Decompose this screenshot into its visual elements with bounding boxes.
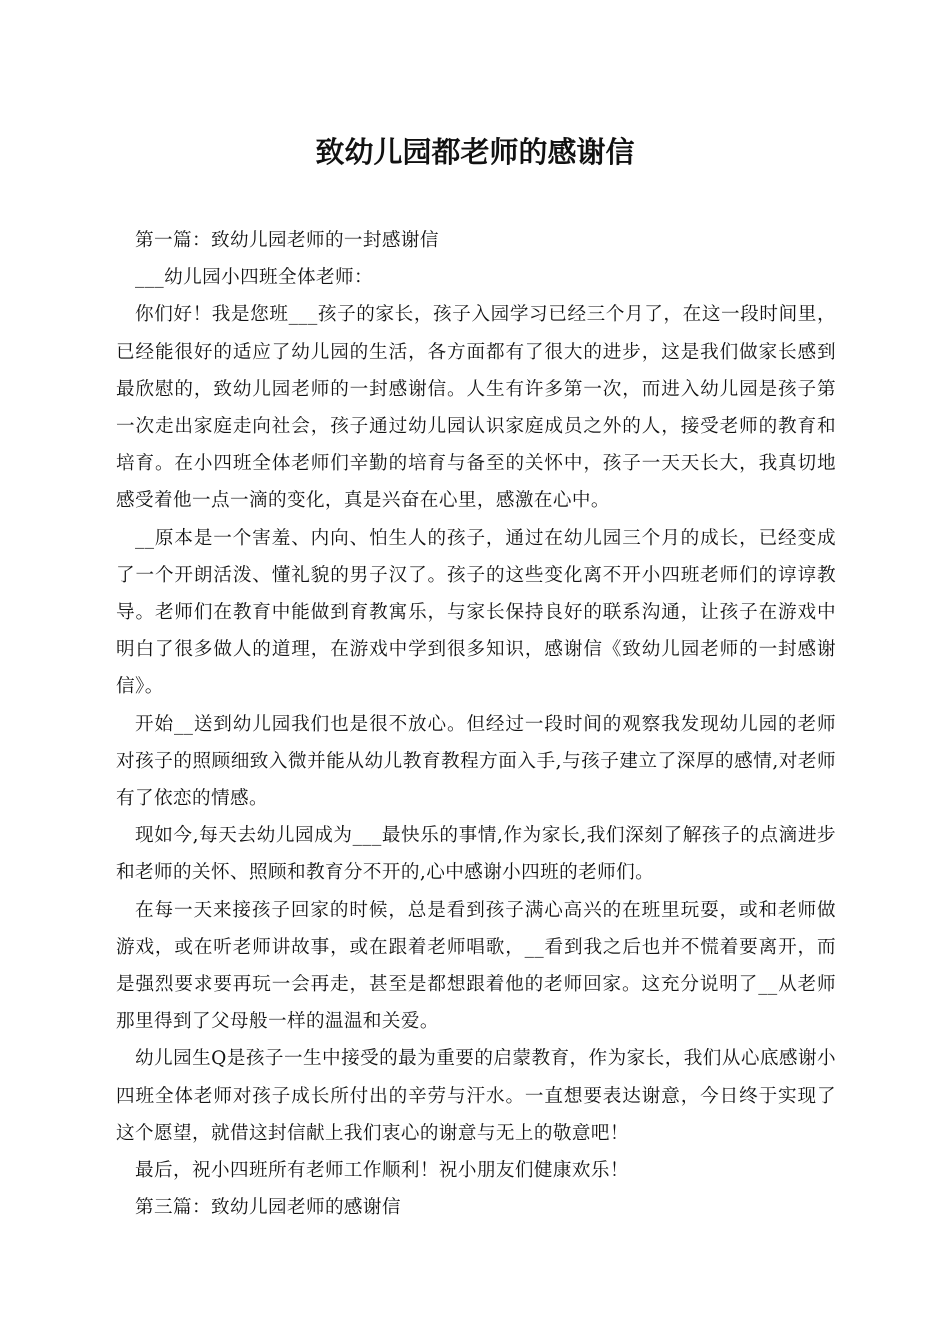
closing-wishes: 最后，祝小四班所有老师工作顺利！祝小朋友们健康欢乐！ <box>135 1160 629 1182</box>
body-paragraph: __原本是一个害羞、内向、怕生人的孩子，通过在幼儿园三个月的成长，已经变成了一个开朗活泼、懂礼貌的男子汉了。孩子的这些变化离不开小四班老师们的谆谆教导。老师们在教育中能做到育教寓乐，与家长保持良好的联系沟通，让孩子在游戏中明白了很多做人的道理，在游戏中学到很多知识，感谢信《致幼儿园老师的一封感谢信》。 <box>116 527 836 698</box>
body-paragraph: 幼儿园生Q是孩子一生中接受的最为重要的启蒙教育，作为家长，我们从心底感谢小四班全体老师对孩子成长所付出的辛劳与汗水。一直想要表达谢意，今日终于实现了这个愿望，就借这封信献上我们衷心的谢意与无上的敬意吧！ <box>116 1048 836 1144</box>
body-paragraph: 你们好！我是您班___孩子的家长，孩子入园学习已经三个月了，在这一段时间里，已经能很好的适应了幼儿园的生活，各方面都有了很大的进步，这是我们做家长感到最欣慰的，致幼儿园老师的一封感谢信。人生有许多第一次，而进入幼儿园是孩子第一次走出家庭走向社会，孩子通过幼儿园认识家庭成员之外的人，接受老师的教育和培育。在小四班全体老师们辛勤的培育与备至的关怀中，孩子一天天长大，我真切地感受着他一点一滴的变化，真是兴奋在心里，感激在心中。 <box>116 304 836 512</box>
body-paragraph: 现如今,每天去幼儿园成为___最快乐的事情,作为家长,我们深刻了解孩子的点滴进步和老师的关怀、照顾和教育分不开的,心中感谢小四班的老师们。 <box>116 825 836 884</box>
document-title: 致幼儿园都老师的感谢信 <box>315 135 635 169</box>
body-paragraph: 开始__送到幼儿园我们也是很不放心。但经过一段时间的观察我发现幼儿园的老师对孩子的照顾细致入微并能从幼儿教育教程方面入手,与孩子建立了深厚的感情,对老师有了依恋的情感。 <box>116 713 836 810</box>
body-paragraph: 在每一天来接孩子回家的时候，总是看到孩子满心高兴的在班里玩耍，或和老师做游戏，或在听老师讲故事，或在跟着老师唱歌，__看到我之后也并不慌着要离开，而是强烈要求要再玩一会再走，甚至是都想跟着他的老师回家。这充分说明了__从老师那里得到了父母般一样的温温和关爱。 <box>116 899 836 1033</box>
salutation: ___幼儿园小四班全体老师： <box>135 267 374 289</box>
document-body <box>116 222 836 1226</box>
section-heading: 第一篇：致幼儿园老师的一封感谢信 <box>135 230 439 251</box>
section-heading: 第三篇：致幼儿园老师的感谢信 <box>135 1197 401 1219</box>
